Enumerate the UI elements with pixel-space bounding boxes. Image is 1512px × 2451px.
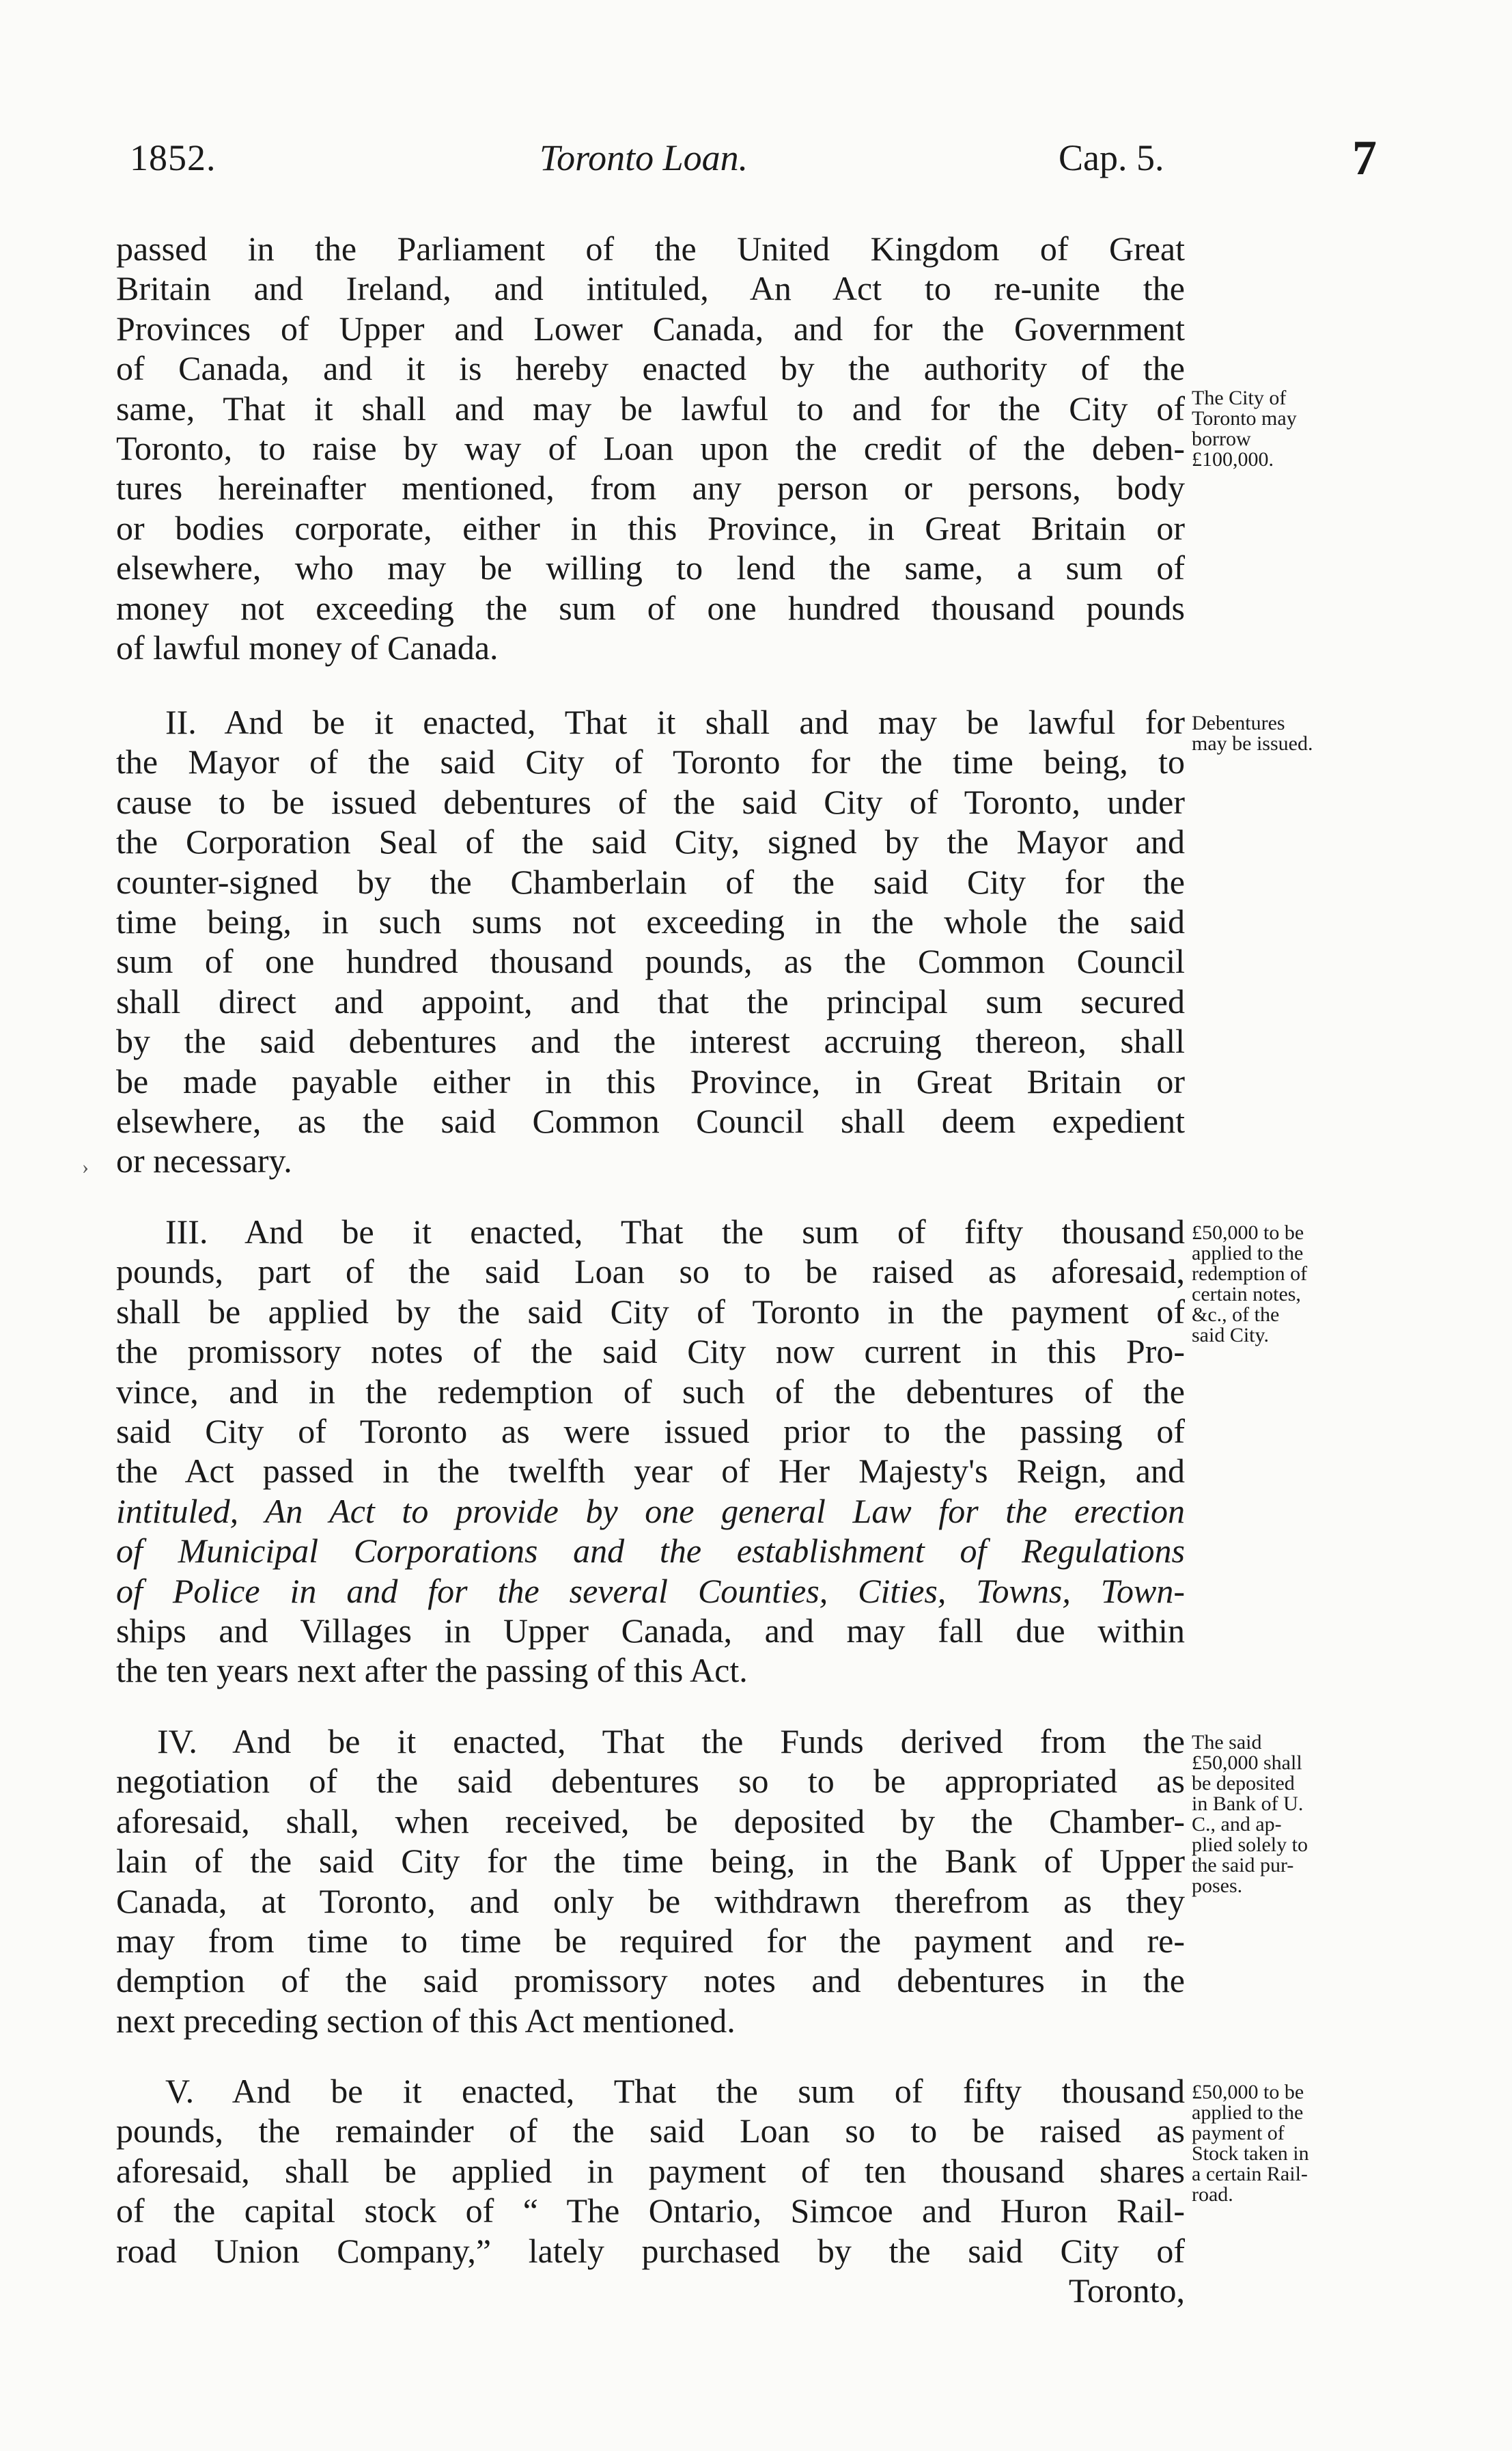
text-line: or necessary. (116, 1141, 292, 1180)
side-note-line: Debentures (1192, 712, 1285, 734)
header-title: Toronto Loan. (540, 137, 748, 178)
side-note-line: the said pur- (1192, 1854, 1294, 1877)
text-line: shall be applied by the said City of Toronto in the payment of (116, 1292, 1185, 1331)
side-note-line: £50,000 shall (1192, 1751, 1302, 1774)
side-note-line: applied to the (1192, 2101, 1304, 2124)
side-note-line: borrow (1192, 428, 1251, 450)
text-line: aforesaid, shall, when received, be deposited by the Chamber- (116, 1801, 1185, 1840)
side-note-line: The City of (1192, 387, 1287, 409)
text-line: pounds, the remainder of the said Loan so to be raised as (116, 2111, 1185, 2150)
side-note-line: £100,000. (1192, 448, 1274, 471)
text-line: the Act passed in the twelfth year of Her Majesty's Reign, and (116, 1452, 1185, 1491)
header-year: 1852. (130, 137, 216, 178)
section-iv (116, 1721, 1185, 2040)
text-line: lain of the said City for the time being, in the Bank of Upper (116, 1842, 1185, 1881)
text-line: the ten years next after the passing of this Act. (116, 1651, 748, 1690)
text-line: road Union Company,” lately purchased by the said City of (116, 2231, 1185, 2270)
text-line: pounds, part of the said Loan so to be raised as aforesaid, (116, 1252, 1185, 1291)
text-line: be made payable either in this Province, in Great Britain or (116, 1062, 1185, 1100)
text-line: vince, and in the redemption of such of the debentures of the (116, 1372, 1185, 1411)
text-line: V. And be it enacted, That the sum of fifty thousand (165, 2072, 1185, 2110)
text-line: shall direct and appoint, and that the principal sum secured (116, 982, 1185, 1021)
paragraph-continuation (116, 229, 1185, 667)
side-note-line: be deposited (1192, 1772, 1295, 1795)
text-line: passed in the Parliament of the United Kingdom of Great (116, 230, 1185, 268)
text-line: IV. And be it enacted, That the Funds derived from the (157, 1722, 1185, 1760)
text-line: aforesaid, shall be applied in payment of ten thousand shares (116, 2151, 1185, 2190)
side-note-deposit (1192, 1732, 1383, 1896)
text-line: counter-signed by the Chamberlain of the said City for the (116, 862, 1185, 901)
text-line: the Mayor of the said City of Toronto for the time being, to (116, 743, 1185, 781)
text-line: of the capital stock of “ The Ontario, Simcoe and Huron Rail- (116, 2191, 1185, 2230)
side-note-line: road. (1192, 2183, 1233, 2206)
side-note-line: applied to the (1192, 1242, 1304, 1264)
text-line: by the said debentures and the interest accruing thereon, shall (116, 1022, 1185, 1061)
side-note-line: may be issued. (1192, 732, 1313, 755)
side-note-debentures (1192, 713, 1383, 754)
text-line: time being, in such sums not exceeding in the whole the said (116, 902, 1185, 941)
text-line: the Corporation Seal of the said City, signed by the Mayor and (116, 822, 1185, 861)
side-note-line: £50,000 to be (1192, 1221, 1304, 1244)
text-line: elsewhere, who may be willing to lend the same, a sum of (116, 549, 1185, 587)
side-note-line: plied solely to (1192, 1833, 1308, 1856)
section-ii (116, 702, 1185, 1181)
section-v (116, 2071, 1185, 2310)
text-line: next preceding section of this Act mentioned. (116, 2001, 736, 2040)
side-note-line: &c., of the (1192, 1303, 1280, 1326)
side-note-redemption (1192, 1223, 1383, 1346)
text-line: said City of Toronto as were issued prior to the passing of (116, 1411, 1185, 1450)
text-line: Toronto, to raise by way of Loan upon the credit of the deben- (116, 428, 1185, 467)
page-number: 7 (1352, 130, 1377, 185)
side-note-line: payment of (1192, 2122, 1285, 2144)
text-line: of Municipal Corporations and the establishment of Regulations (116, 1532, 1185, 1570)
catchword: Toronto, (1068, 2271, 1185, 2310)
text-line: II. And be it enacted, That it shall and may be lawful for (165, 703, 1185, 741)
side-note-line: The said (1192, 1731, 1262, 1754)
side-note-line: in Bank of U. (1192, 1792, 1304, 1815)
text-line: sum of one hundred thousand pounds, as the Common Council (116, 942, 1185, 981)
text-line: of lawful money of Canada. (116, 628, 499, 667)
text-line: Britain and Ireland, and intituled, An Act to re-unite the (116, 269, 1185, 308)
header-chapter: Cap. 5. (1059, 137, 1164, 178)
text-line: the promissory notes of the said City now current in this Pro- (116, 1332, 1185, 1371)
side-note-line: redemption of (1192, 1262, 1308, 1285)
margin-mark: › (82, 1156, 89, 1178)
side-note-line: certain notes, (1192, 1283, 1301, 1305)
text-line: intituled, An Act to provide by one general Law for the erection (116, 1491, 1185, 1530)
side-note-line: Stock taken in (1192, 2142, 1309, 2165)
text-line: money not exceeding the sum of one hundred thousand pounds (116, 588, 1185, 627)
text-line: cause to be issued debentures of the said City of Toronto, under (116, 782, 1185, 821)
running-header (130, 130, 1377, 198)
side-note-line: Toronto may (1192, 407, 1297, 430)
text-line: demption of the said promissory notes and debentures in the (116, 1961, 1185, 2000)
text-line: elsewhere, as the said Common Council shall deem expedient (116, 1101, 1185, 1140)
text-line: negotiation of the said debentures so to be appropriated as (116, 1762, 1185, 1801)
side-note-line: £50,000 to be (1192, 2081, 1304, 2103)
side-note-line: poses. (1192, 1874, 1243, 1897)
text-line: of Canada, and it is hereby enacted by the authority of the (116, 349, 1185, 388)
text-line: may from time to time be required for the payment and re- (116, 1921, 1185, 1960)
section-iii (116, 1212, 1185, 1691)
side-note-line: C., and ap- (1192, 1813, 1282, 1836)
text-line: of Police in and for the several Counties, Cities, Towns, Town- (116, 1571, 1185, 1610)
side-note-borrow (1192, 388, 1383, 470)
side-note-line: said City. (1192, 1324, 1270, 1346)
text-line: or bodies corporate, either in this Province, in Great Britain or (116, 508, 1185, 547)
text-line: same, That it shall and may be lawful to and for the City of (116, 389, 1185, 428)
text-line: ships and Villages in Upper Canada, and may fall due within (116, 1611, 1185, 1650)
side-note-stock (1192, 2082, 1383, 2205)
text-line: Canada, at Toronto, and only be withdrawn therefrom as they (116, 1881, 1185, 1920)
text-line: Provinces of Upper and Lower Canada, and for the Government (116, 309, 1185, 348)
text-line: III. And be it enacted, That the sum of fifty thousand (165, 1213, 1185, 1251)
side-note-line: a certain Rail- (1192, 2163, 1308, 2185)
text-line: tures hereinafter mentioned, from any person or persons, body (116, 469, 1185, 508)
